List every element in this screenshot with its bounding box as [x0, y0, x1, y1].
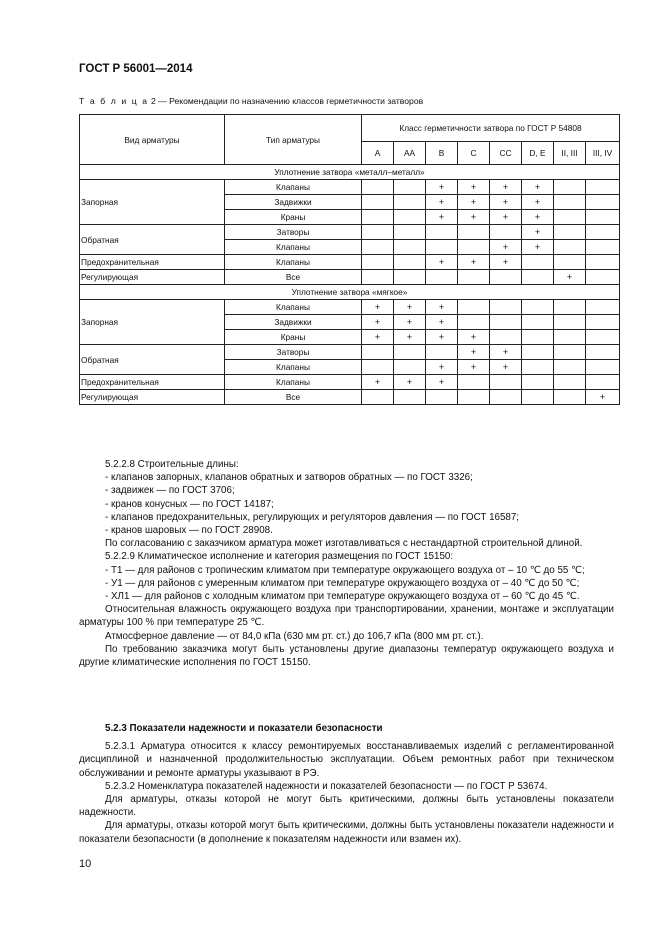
paragraph: Для арматуры, отказы которой могут быть критическими, должны быть установлены показатели надежности и показатели безопасности (в дополнение к показателям надежности или взамен их).: [79, 820, 614, 845]
plus-mark: +: [394, 300, 426, 315]
table-row: [80, 345, 620, 360]
table-caption-prefix: Т а б л и ц а: [79, 96, 149, 106]
plus-mark: +: [426, 375, 458, 390]
plus-mark: +: [490, 240, 522, 255]
list-item: - кранов конусных — по ГОСТ 14187;: [105, 498, 274, 510]
type-cell: Клапаны: [225, 255, 362, 270]
plus-mark: +: [458, 255, 490, 270]
header-class: II, III: [554, 142, 586, 165]
kind-cell: Обратная: [80, 345, 225, 375]
header-class: D, E: [522, 142, 554, 165]
kind-cell: Запорная: [80, 180, 225, 225]
plus-mark: +: [490, 180, 522, 195]
plus-mark: +: [458, 330, 490, 345]
header-class: А: [362, 142, 394, 165]
plus-mark: +: [394, 375, 426, 390]
type-cell: Все: [225, 270, 362, 285]
table-row: [80, 270, 620, 285]
type-cell: Краны: [225, 210, 362, 225]
plus-mark: +: [458, 210, 490, 225]
plus-mark: +: [426, 180, 458, 195]
paragraph: Относительная влажность окружающего воздуха при транспортировании, хранении, монтаже и эксплуатации арматуры 100 % при температуре 25 ℃.: [79, 604, 614, 629]
list-item: - клапанов запорных, клапанов обратных и затворов обратных — по ГОСТ 3326;: [105, 472, 473, 484]
table-row: [80, 180, 620, 195]
paragraph: Для арматуры, отказы которой не могут быть критическими, должны быть установлены показатели надежности.: [79, 794, 614, 819]
header-class: АА: [394, 142, 426, 165]
list-item: - клапанов предохранительных, регулирующих и регуляторов давления — по ГОСТ 16587;: [105, 511, 520, 523]
table-row: [80, 225, 620, 240]
plus-mark: +: [426, 210, 458, 225]
list-item: - кранов шаровых — по ГОСТ 28908.: [105, 525, 273, 537]
header-class-group: Класс герметичности затвора по ГОСТ Р 54808: [362, 115, 620, 142]
plus-mark: +: [522, 195, 554, 210]
plus-mark: +: [362, 315, 394, 330]
paragraph: По требованию заказчика могут быть установлены другие диапазоны температур окружающего воздуха и другие климатические исполнения по ГОСТ 15150.: [79, 643, 614, 669]
type-cell: Затворы: [225, 225, 362, 240]
body-text-block-1: [79, 458, 614, 669]
type-cell: Клапаны: [225, 360, 362, 375]
kind-cell: Регулирующая: [80, 390, 225, 405]
plus-mark: +: [426, 330, 458, 345]
kind-cell: Предохранительная: [80, 375, 225, 390]
section-header: Уплотнение затвора «мягкое»: [80, 285, 620, 300]
plus-mark: +: [426, 360, 458, 375]
type-cell: Клапаны: [225, 240, 362, 255]
paragraph: 5.2.3.2 Номенклатура показателей надежности и показателей безопасности — по ГОСТ Р 53674.: [105, 780, 548, 792]
type-cell: Все: [225, 390, 362, 405]
plus-mark: +: [426, 300, 458, 315]
plus-mark: +: [426, 255, 458, 270]
header-class: С: [458, 142, 490, 165]
list-item: - ХЛ1 — для районов с холодным климатом при температуре окружающего воздуха от – 60 ℃ до 45 ℃.: [105, 591, 580, 603]
plus-mark: +: [458, 195, 490, 210]
document-id: ГОСТ Р 56001—2014: [79, 63, 193, 75]
table-row: [80, 390, 620, 405]
page-number: 10: [79, 858, 92, 870]
type-cell: Краны: [225, 330, 362, 345]
list-item: - Т1 — для районов с тропическим климатом при температуре окружающего воздуха от – 10 ℃ до 55 ℃;: [105, 564, 585, 576]
plus-mark: +: [554, 270, 586, 285]
plus-mark: +: [362, 330, 394, 345]
table-row: [80, 375, 620, 390]
plus-mark: +: [522, 240, 554, 255]
header-type: Тип арматуры: [225, 115, 362, 165]
plus-mark: +: [586, 390, 620, 405]
list-item: - задвижек — по ГОСТ 3706;: [105, 485, 235, 497]
body-text-block-2: [79, 722, 614, 846]
plus-mark: +: [426, 195, 458, 210]
plus-mark: +: [522, 225, 554, 240]
paragraph: 5.2.2.8 Строительные длины:: [105, 459, 239, 470]
header-class: В: [426, 142, 458, 165]
plus-mark: +: [490, 255, 522, 270]
section-header: Уплотнение затвора «металл–металл»: [80, 165, 620, 180]
type-cell: Клапаны: [225, 375, 362, 390]
paragraph: Атмосферное давление — от 84,0 кПа (630 мм рт. ст.) до 106,7 кПа (800 мм рт. ст.).: [105, 630, 484, 642]
plus-mark: +: [522, 210, 554, 225]
table-row: [80, 255, 620, 270]
type-cell: Задвижки: [225, 315, 362, 330]
plus-mark: +: [458, 360, 490, 375]
sealing-class-table: [79, 114, 620, 405]
type-cell: Задвижки: [225, 195, 362, 210]
plus-mark: +: [490, 195, 522, 210]
plus-mark: +: [458, 345, 490, 360]
kind-cell: Предохранительная: [80, 255, 225, 270]
header-class: III, IV: [586, 142, 620, 165]
paragraph: 5.2.3.1 Арматура относится к классу ремонтируемых восстанавливаемых изделий с регламентированной дисциплиной и назначенной продолжительностью эксплуатации. Объем ремонтных работ при техническом обслуживании и ремонте арматуры указывают в РЭ.: [79, 741, 614, 779]
plus-mark: +: [490, 210, 522, 225]
header-class: СС: [490, 142, 522, 165]
header-kind: Вид арматуры: [80, 115, 225, 165]
type-cell: Затворы: [225, 345, 362, 360]
table-caption-text: 2 — Рекомендации по назначению классов герметичности затворов: [150, 96, 424, 106]
kind-cell: Обратная: [80, 225, 225, 255]
plus-mark: +: [362, 375, 394, 390]
plus-mark: +: [426, 315, 458, 330]
plus-mark: +: [394, 330, 426, 345]
plus-mark: +: [458, 180, 490, 195]
plus-mark: +: [522, 180, 554, 195]
plus-mark: +: [362, 300, 394, 315]
list-item: - У1 — для районов с умеренным климатом при температуре окружающего воздуха от – 40 ℃ до 50 ℃;: [105, 577, 580, 589]
plus-mark: +: [490, 345, 522, 360]
plus-mark: +: [394, 315, 426, 330]
plus-mark: +: [490, 360, 522, 375]
paragraph: 5.2.2.9 Климатическое исполнение и категория размещения по ГОСТ 15150:: [105, 551, 454, 563]
kind-cell: Запорная: [80, 300, 225, 345]
table-caption: [79, 96, 423, 106]
section-heading: 5.2.3 Показатели надежности и показатели безопасности: [105, 723, 383, 734]
type-cell: Клапаны: [225, 180, 362, 195]
paragraph: По согласованию с заказчиком арматура может изготавливаться с нестандартной строительной длиной.: [105, 538, 583, 550]
table-row: [80, 300, 620, 315]
kind-cell: Регулирующая: [80, 270, 225, 285]
type-cell: Клапаны: [225, 300, 362, 315]
